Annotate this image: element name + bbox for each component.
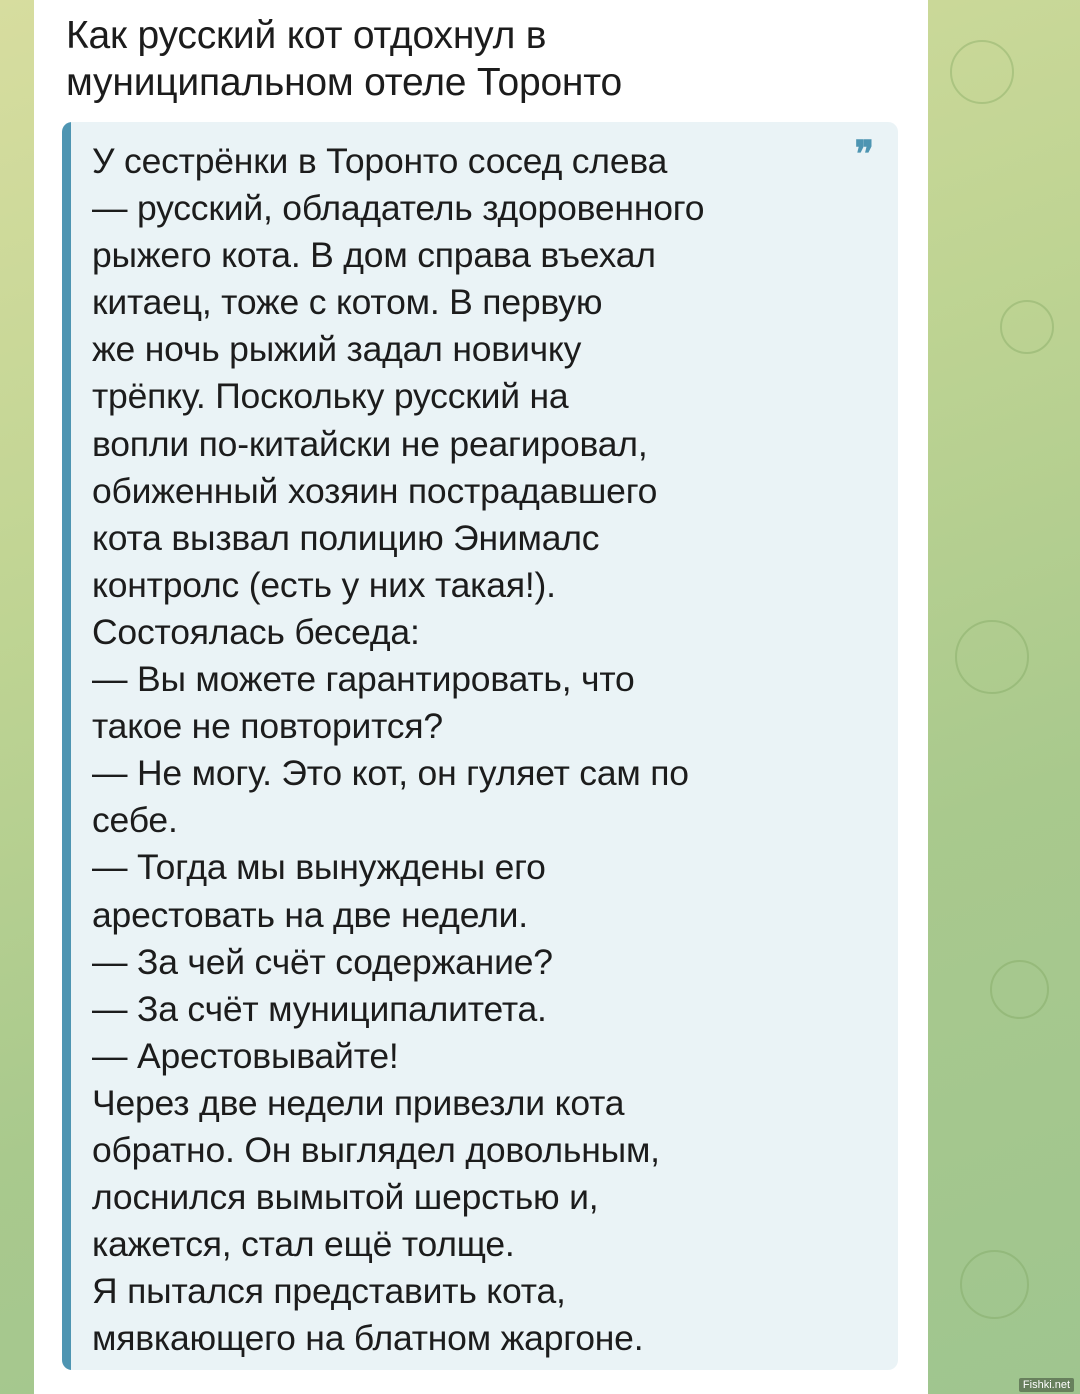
- quote-line: кажется, стал ещё толще.: [92, 1224, 515, 1265]
- quote-line: же ночь рыжий задал новичку: [92, 329, 582, 370]
- background-doodle: [990, 960, 1049, 1019]
- quote-line: Я пытался представить кота,: [92, 1271, 566, 1312]
- quote-line: — Не могу. Это кот, он гуляет сам по: [92, 753, 689, 794]
- quote-accent-bar: [62, 122, 71, 1370]
- quote-icon: ❞: [854, 133, 874, 175]
- message-title: Как русский кот отдохнул в муниципальном отеле Торонто: [66, 14, 622, 104]
- quote-line: — За чей счёт содержание?: [92, 941, 553, 982]
- message-bubble[interactable]: [34, 0, 928, 1394]
- quote-line: — За счёт муниципалитета.: [92, 988, 547, 1029]
- quote-line: арестовать на две недели.: [92, 894, 528, 935]
- quote-line: контролс (есть у них такая!).: [92, 564, 556, 605]
- quote-line: У сестрёнки в Торонто сосед слева: [92, 141, 668, 181]
- quote-line: такое не повторится?: [92, 706, 443, 747]
- quote-line: китаец, тоже с котом. В первую: [92, 282, 603, 323]
- quote-line: мявкающего на блатном жаргоне.: [92, 1318, 644, 1359]
- quote-line: — русский, обладатель здоровенного: [92, 188, 705, 229]
- quote-line: Состоялась беседа:: [92, 611, 420, 652]
- quote-line: обратно. Он выглядел довольным,: [92, 1129, 660, 1170]
- quote-line: Через две недели привезли кота: [92, 1082, 625, 1123]
- quote-line: — Арестовывайте!: [92, 1035, 399, 1076]
- quote-text: [92, 138, 852, 1362]
- quote-line: вопли по-китайски не реагировал,: [92, 423, 648, 464]
- watermark: Fishki.net: [1019, 1378, 1074, 1392]
- background-doodle: [955, 620, 1029, 694]
- quote-line: — Тогда мы вынуждены его: [92, 847, 546, 888]
- quote-line: кота вызвал полицию Энималс: [92, 517, 600, 558]
- quote-line: обиженный хозяин пострадавшего: [92, 470, 658, 511]
- quote-line: себе.: [92, 800, 178, 841]
- background-doodle: [1000, 300, 1054, 354]
- quote-block: [62, 122, 898, 1370]
- quote-line: — Вы можете гарантировать, что: [92, 659, 635, 700]
- background-doodle: [960, 1250, 1029, 1319]
- quote-line: лоснился вымытой шерстью и,: [92, 1177, 599, 1218]
- quote-line: рыжего кота. В дом справа въехал: [92, 235, 656, 276]
- quote-line: трёпку. Поскольку русский на: [92, 376, 569, 417]
- background-doodle: [950, 40, 1014, 104]
